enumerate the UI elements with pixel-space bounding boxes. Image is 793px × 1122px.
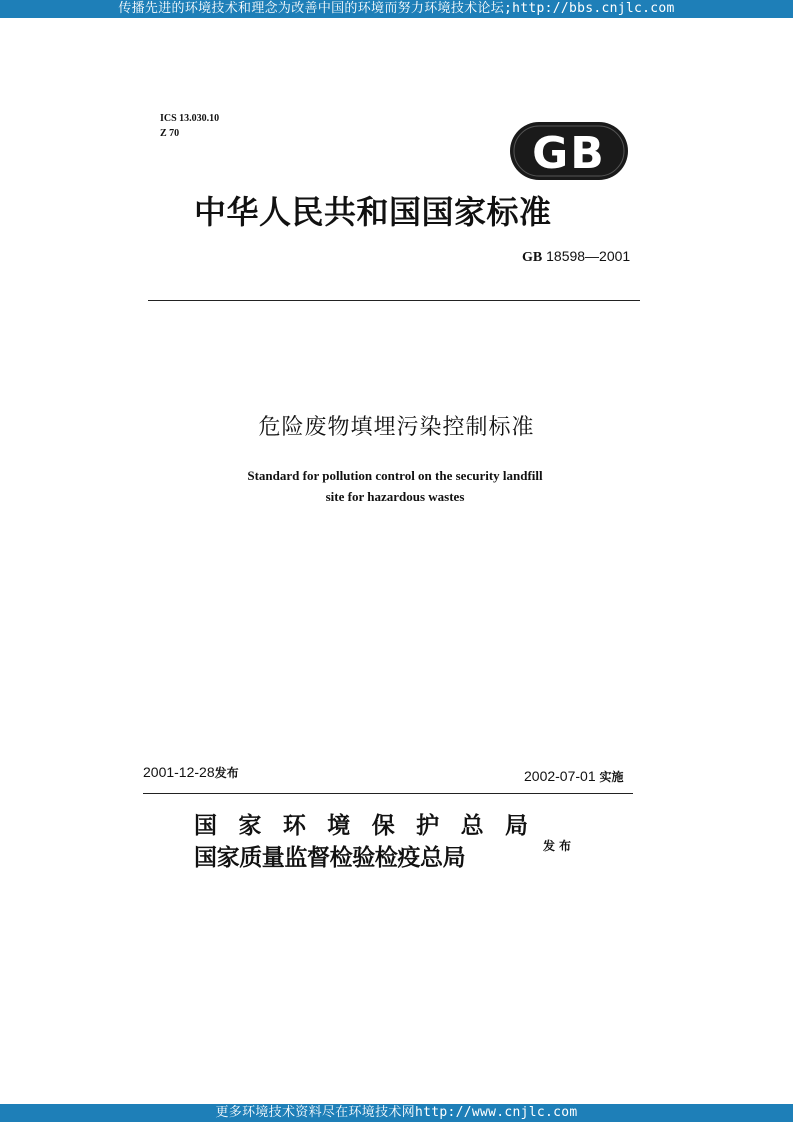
top-divider bbox=[148, 300, 640, 301]
bottom-divider bbox=[143, 793, 633, 794]
standard-code: 18598—2001 bbox=[546, 248, 631, 264]
title-english-line2: site for hazardous wastes bbox=[325, 489, 465, 504]
issue-date-value: 2001-12-28 bbox=[143, 764, 215, 780]
gb-logo bbox=[508, 119, 630, 183]
classification-codes bbox=[160, 111, 219, 141]
bottom-banner: 更多环境技术资料尽在环境技术网http://www.cnjlc.com bbox=[0, 1104, 793, 1122]
issuer-quality-agency: 国家质量监督检验检疫总局 bbox=[194, 844, 466, 871]
publish-label: 发布 bbox=[543, 839, 576, 853]
issuer-environmental-agency: 国家环境保护总局 bbox=[194, 812, 528, 839]
title-english bbox=[180, 465, 610, 507]
implementation-date-value: 2002-07-01 bbox=[524, 768, 596, 784]
issue-date-label: 发布 bbox=[214, 766, 239, 780]
class-code: Z 70 bbox=[160, 128, 180, 139]
issue-date bbox=[143, 763, 239, 782]
standard-number bbox=[522, 247, 630, 267]
standard-prefix: GB bbox=[522, 250, 543, 265]
top-banner: 传播先进的环境技术和理念为改善中国的环境而努力环境技术论坛;http://bbs.cnjlc.com bbox=[0, 0, 793, 18]
implementation-date-label: 实施 bbox=[599, 770, 624, 784]
title-chinese: 危险废物填埋污染控制标准 bbox=[258, 415, 535, 440]
ics-code: ICS 13.030.10 bbox=[160, 113, 220, 124]
national-standard-heading: 中华人民共和国国家标准 bbox=[194, 193, 552, 231]
title-english-line1: Standard for pollution control on the security landfill bbox=[247, 468, 543, 483]
implementation-date bbox=[524, 767, 624, 786]
gb-logo-text: GB bbox=[532, 128, 606, 179]
